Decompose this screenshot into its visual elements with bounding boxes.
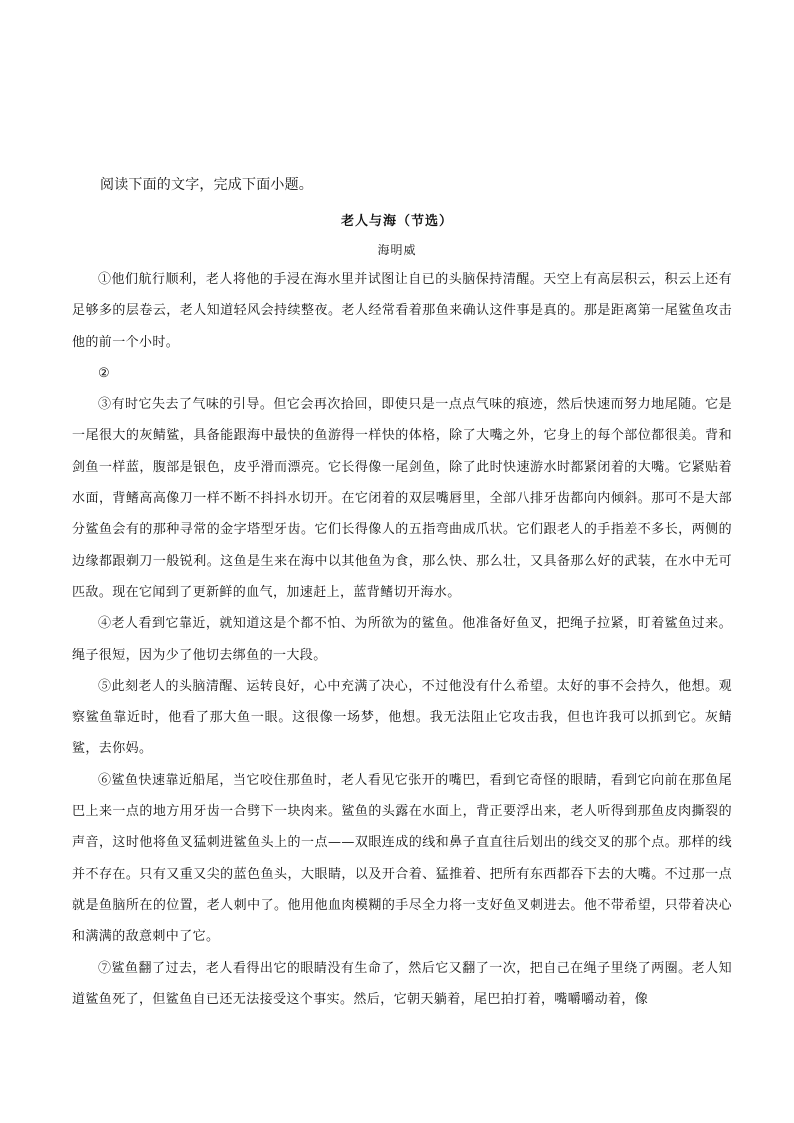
paragraph-7: ⑦鲨鱼翻了过去，老人看得出它的眼睛没有生命了，然后它又翻了一次，把自己在绳子里绕了两圈。老人知道鲨鱼死了，但鲨鱼自已还无法接受这个事实。然后，它朝天躺着，尾巴拍打着，嘴嚼嚼动着，像	[72, 960, 732, 1007]
paragraph-3: ③有时它失去了气味的引导。但它会再次拾回，即使只是一点点气味的痕迹，然后快速而努力地尾随。它是一尾很大的灰鲭鲨，具备能跟海中最快的鱼游得一样快的体格，除了大嘴之外，它身上的每个部位都很美。背和剑鱼一样蓝，腹部是银色，皮乎滑而漂亮。它长得像一尾剑鱼，除了此时快速游水时都紧闭着的大嘴。它紧贴着水面，背鳍高高像刀一样不断不抖抖水切开。在它闭着的双层嘴唇里，全部八排牙齿都向内倾斜。那可不是大部分鲨鱼会有的那种寻常的金字塔型牙齿。它们长得像人的五指弯曲成爪状。它们跟老人的手指差不多长，两侧的边缘都跟剃刀一般锐利。这鱼是生来在海中以其他鱼为食，那么快、那么壮，又具备那么好的武装，在水中无可匹敌。现在它闻到了更新鲜的血气，加速赶上，蓝背鳍切开海水。	[72, 397, 732, 600]
paragraph-5: ⑤此刻老人的头脑清醒、运转良好，心中充满了决心，不过他没有什么希望。太好的事不会持久，他想。观察鲨鱼靠近时，他看了那大鱼一眼。这很像一场梦，他想。我无法阻止它攻击我，但也许我可以抓到它。灰鲭鲨，去你妈。	[72, 678, 732, 757]
passage-author: 海明威	[377, 243, 417, 257]
paragraph-2: ②	[98, 365, 111, 381]
paragraph-1: ①他们航行顺利，老人将他的手浸在海水里并试图让自已的头脑保持清醒。天空上有高层积云，积云上还有足够多的层卷云，老人知道轻风会持续整夜。老人经常看着那鱼来确认这件事是真的。那是距离第一尾鲨鱼攻击他的前一个小时。	[72, 272, 732, 350]
paragraph-4: ④老人看到它靠近，就知道这是个都不怕、为所欲为的鲨鱼。他准备好鱼叉，把绳子拉紧，盯着鲨鱼过来。绳子很短，因为少了他切去绑鱼的一大段。	[72, 616, 732, 663]
passage-title: 老人与海（节选）	[340, 214, 453, 229]
passage-body	[72, 264, 732, 1015]
question-instruction: 阅读下面的文字，完成下面小题。	[100, 177, 313, 193]
paragraph-6: ⑥鲨鱼快速靠近船尾，当它咬住那鱼时，老人看见它张开的嘴巴，看到它奇怪的眼睛，看到它向前在那鱼尾巴上来一点的地方用牙齿一合劈下一块肉来。鲨鱼的头露在水面上，背正要浮出来，老人听得到那鱼皮肉撕裂的声音，这时他将鱼叉猛刺进鲨鱼头上的一点——双眼连成的线和鼻子直直往后划出的线交叉的那个点。那样的线并不存在。只有又重又尖的蓝色鱼头，大眼睛，以及开合着、猛推着、把所有东西都吞下去的大嘴。不过那一点就是鱼脑所在的位置，老人刺中了。他用他血肉模糊的手尽全力将一支好鱼叉刺进去。他不带希望，只带着决心和满满的敌意刺中了它。	[72, 772, 732, 945]
